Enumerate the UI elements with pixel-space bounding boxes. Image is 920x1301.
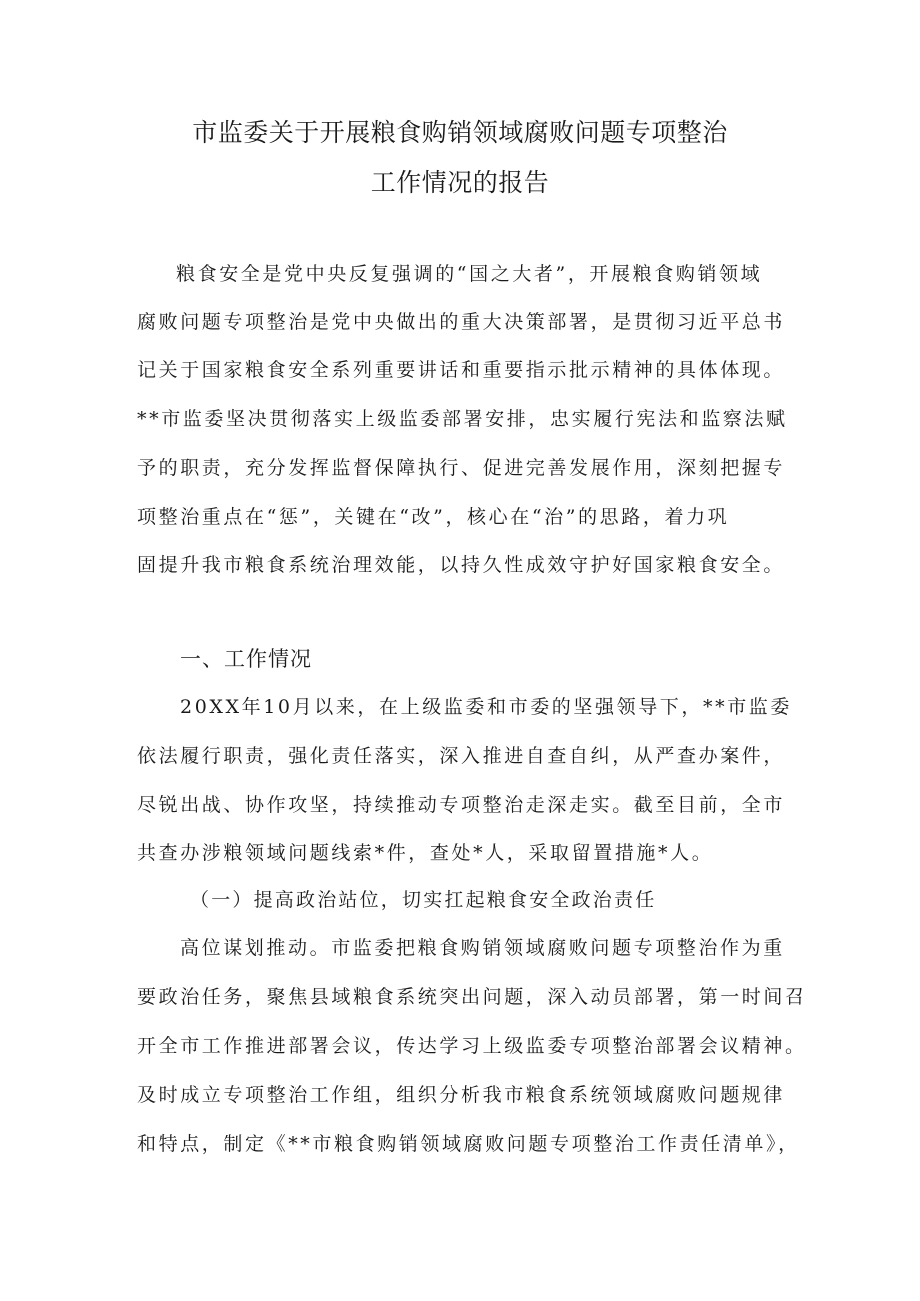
section-heading: 一、工作情况 [180,647,312,671]
section-line: 共查办涉粮领域问题线索*件，查处*人，采取留置措施*人。 [137,842,714,864]
subsection-line: 开全市工作推进部署会议，传达学习上级监委专项整治部署会议精神。 [137,1035,807,1057]
subsection-heading: （一）提高政治站位，切实扛起粮食安全政治责任 [190,889,657,911]
document-title-line-1: 市监委关于开展粮食购销领域腐败问题专项整治 [192,118,728,147]
intro-line: **市监委坚决贯彻落实上级监委部署安排，忠实履行宪法和监察法赋 [137,408,788,430]
intro-line: 予的职责，充分发挥监督保障执行、促进完善发展作用，深刻把握专 [137,457,786,479]
document-title-line-2: 工作情况的报告 [370,168,550,197]
intro-line: 粮食安全是党中央反复强调的“国之大者”，开展粮食购销领域 [176,263,763,285]
subsection-line: 及时成立专项整治工作组，组织分析我市粮食系统领域腐败问题规律 [137,1084,786,1106]
subsection-line: 和特点，制定《**市粮食购销领域腐败问题专项整治工作责任清单》， [137,1133,800,1155]
intro-line: 腐败问题专项整治是党中央做出的重大决策部署，是贯彻习近平总书 [137,311,786,333]
section-line: 20XX年10月以来，在上级监委和市委的坚强领导下，**市监委 [180,696,793,718]
section-line: 依法履行职责，强化责任落实，深入推进自查自纠，从严查办案件， [137,745,786,767]
section-line: 尽锐出战、协作攻坚，持续推动专项整治走深走实。截至目前，全市 [137,794,786,816]
subsection-line: 要政治任务，聚焦县域粮食系统突出问题，深入动员部署，第一时间召 [137,986,807,1008]
intro-line: 项整治重点在“惩”，关键在“改”，核心在“治”的思路，着力巩 [137,506,730,528]
intro-line: 记关于国家粮食安全系列重要讲话和重要指示批示精神的具体体现。 [137,359,786,381]
intro-line: 固提升我市粮食系统治理效能，以持久性成效守护好国家粮食安全。 [137,554,786,576]
subsection-line: 高位谋划推动。市监委把粮食购销领域腐败问题专项整治作为重 [180,937,785,959]
